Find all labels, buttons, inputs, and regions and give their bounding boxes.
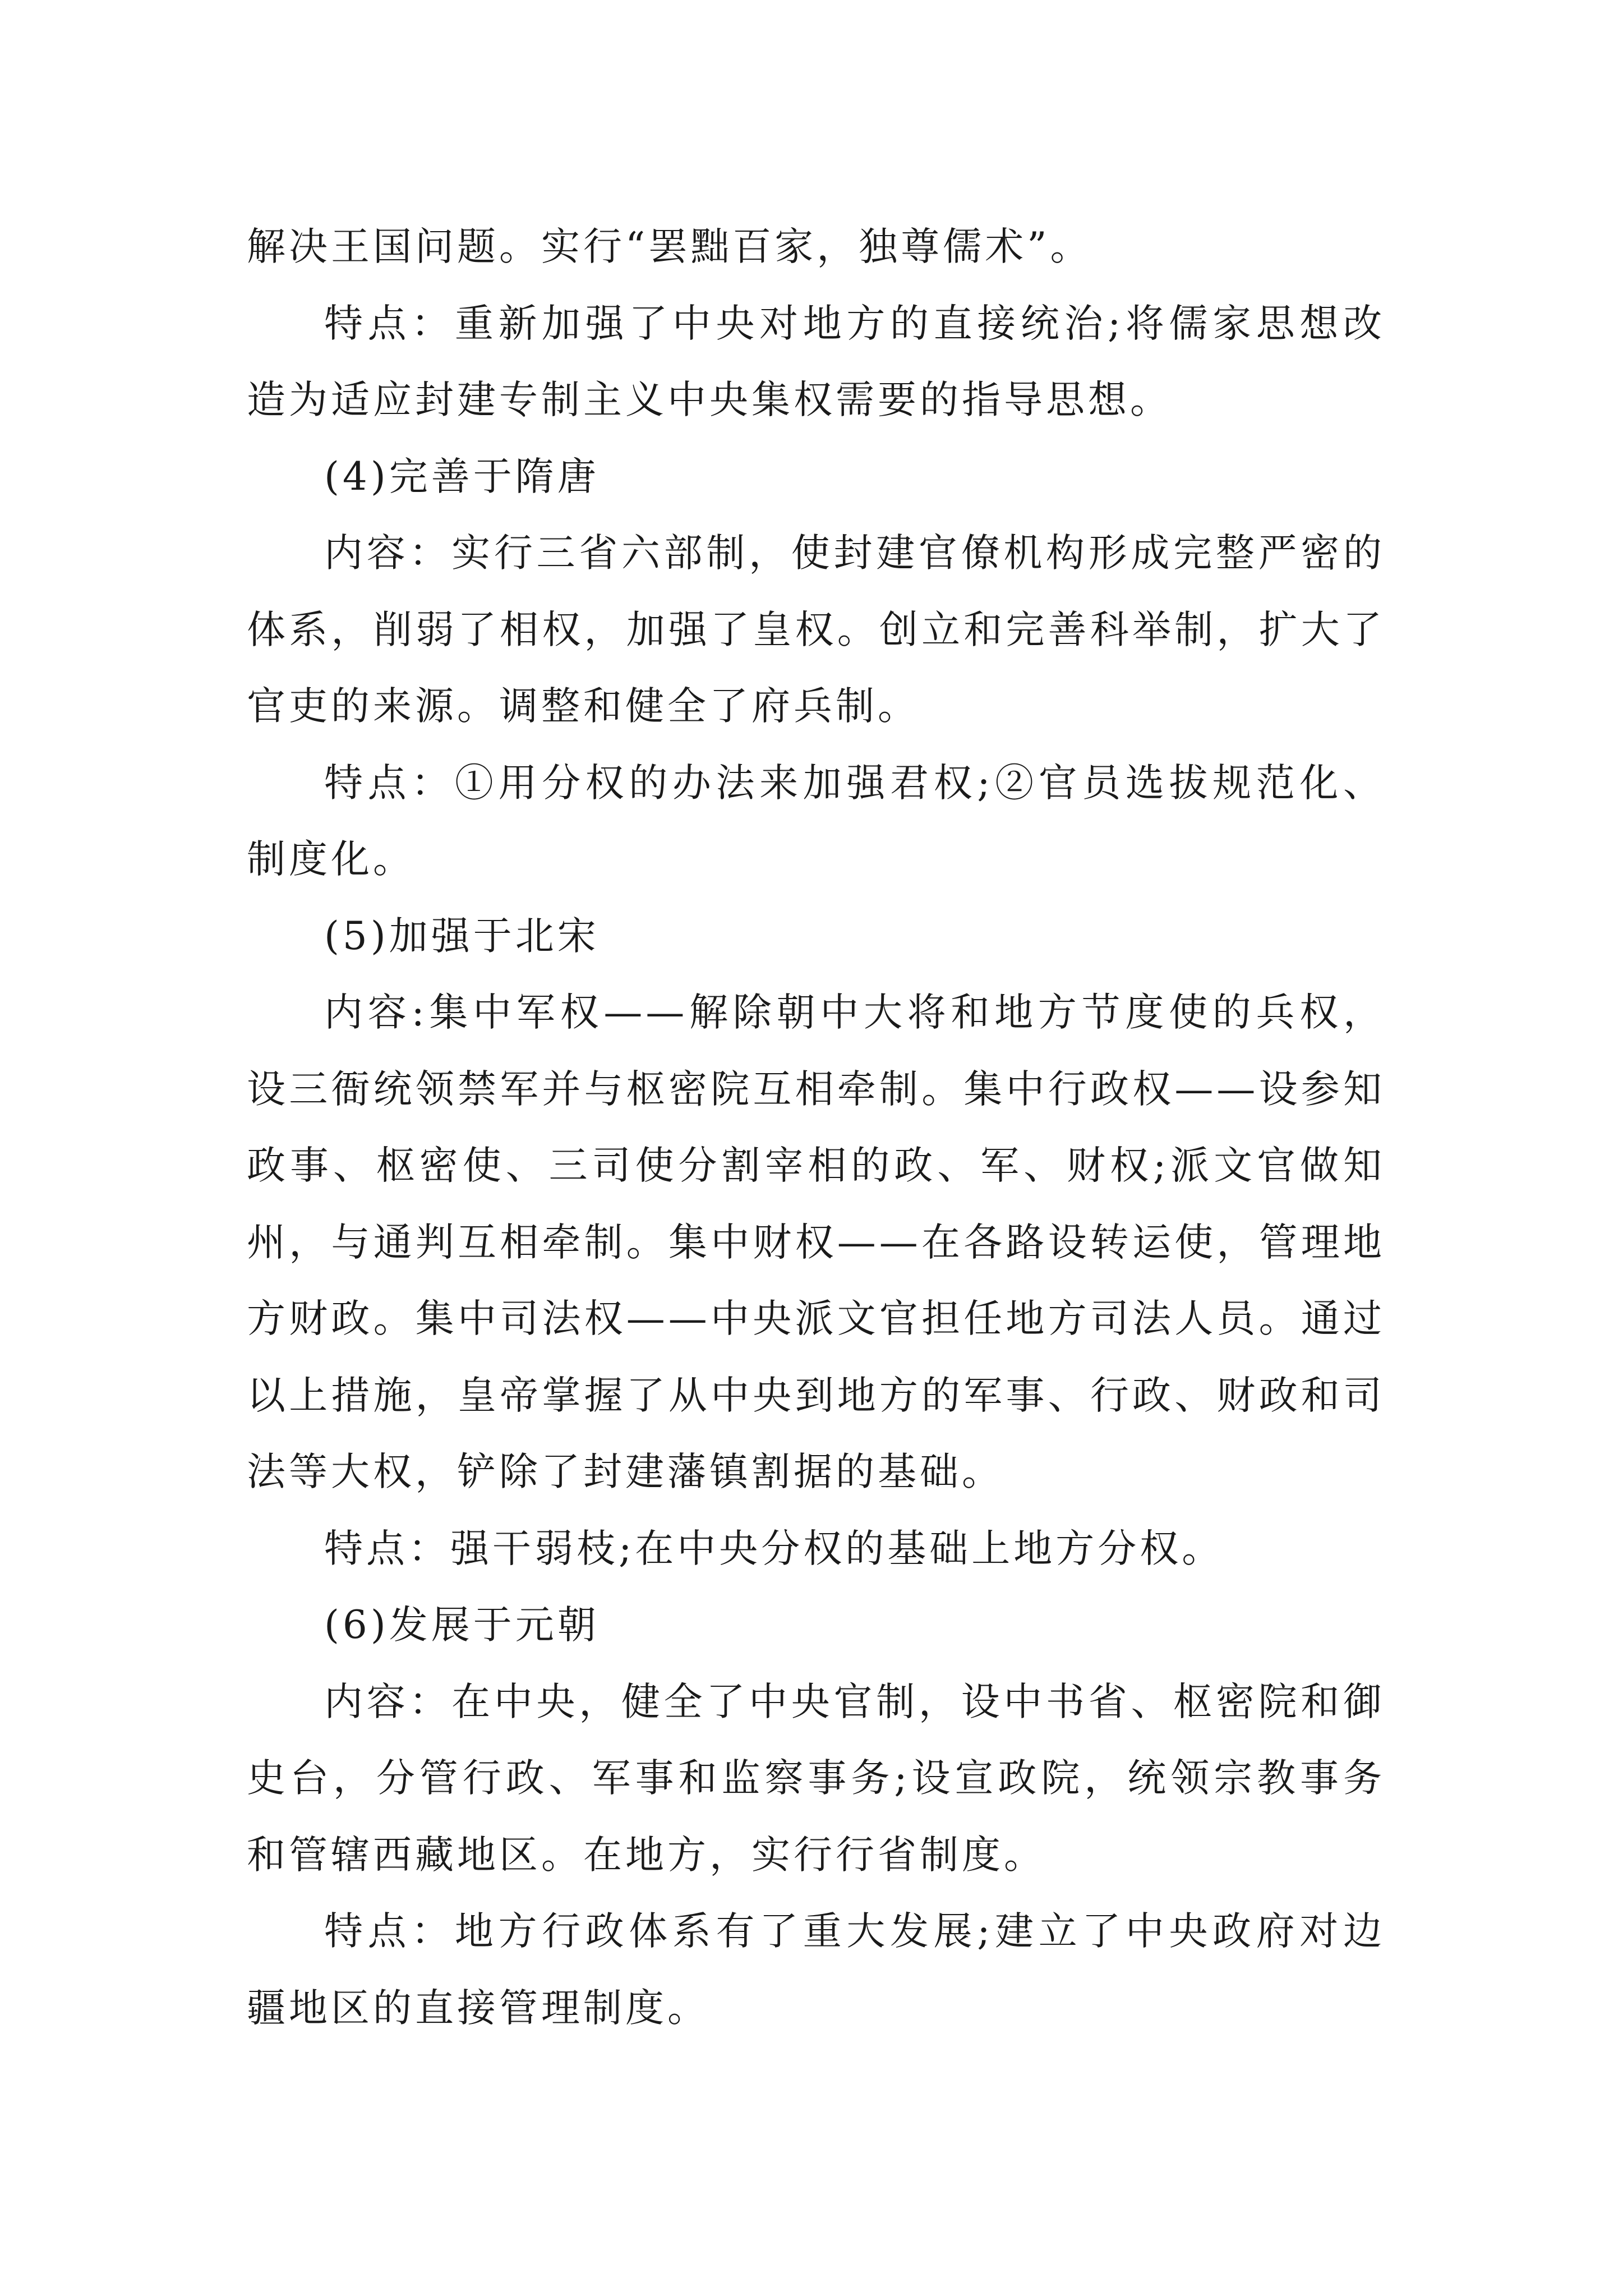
paragraph-continuation: 解决王国问题。实行“罢黜百家，独尊儒术”。 <box>247 224 1092 269</box>
document-body <box>247 209 1385 2046</box>
section-heading-northern-song: (5)加强于北宋 <box>324 913 600 959</box>
paragraph-yuan-features: 特点：地方行政体系有了重大发展;建立了中央政府对边疆地区的直接管理制度。 <box>247 1909 1385 2031</box>
paragraph-sui-tang-features: 特点：①用分权的办法来加强君权;②官员选拔规范化、制度化。 <box>247 760 1385 882</box>
section-heading-sui-tang: (4)完善于隋唐 <box>324 454 600 499</box>
paragraph-northern-song-content: 内容:集中军权——解除朝中大将和地方节度使的兵权，设三衙统领禁军并与枢密院互相牵制。集中行政权——设参知政事、枢密使、三司使分割宰相的政、军、财权;派文官做知州，与通判互相牵制。集中财权——在各路设转运使，管理地方财政。集中司法权——中央派文官担任地方司法人员。通过以上措施，皇帝掌握了从中央到地方的军事、行政、财政和司法等大权，铲除了封建藩镇割据的基础。 <box>247 990 1385 1494</box>
paragraph-han-features: 特点：重新加强了中央对地方的直接统治;将儒家思想改造为适应封建专制主义中央集权需要的指导思想。 <box>247 301 1385 422</box>
paragraph-yuan-content: 内容：在中央，健全了中央官制，设中书省、枢密院和御史台，分管行政、军事和监察事务;设宣政院，统领宗教事务和管辖西藏地区。在地方，实行行省制度。 <box>247 1679 1385 1878</box>
section-heading-yuan: (6)发展于元朝 <box>324 1603 600 1648</box>
paragraph-northern-song-features: 特点：强干弱枝;在中央分权的基础上地方分权。 <box>324 1526 1224 1571</box>
paragraph-sui-tang-content: 内容：实行三省六部制，使封建官僚机构形成完整严密的体系，削弱了相权，加强了皇权。创立和完善科举制，扩大了官吏的来源。调整和健全了府兵制。 <box>247 531 1385 729</box>
